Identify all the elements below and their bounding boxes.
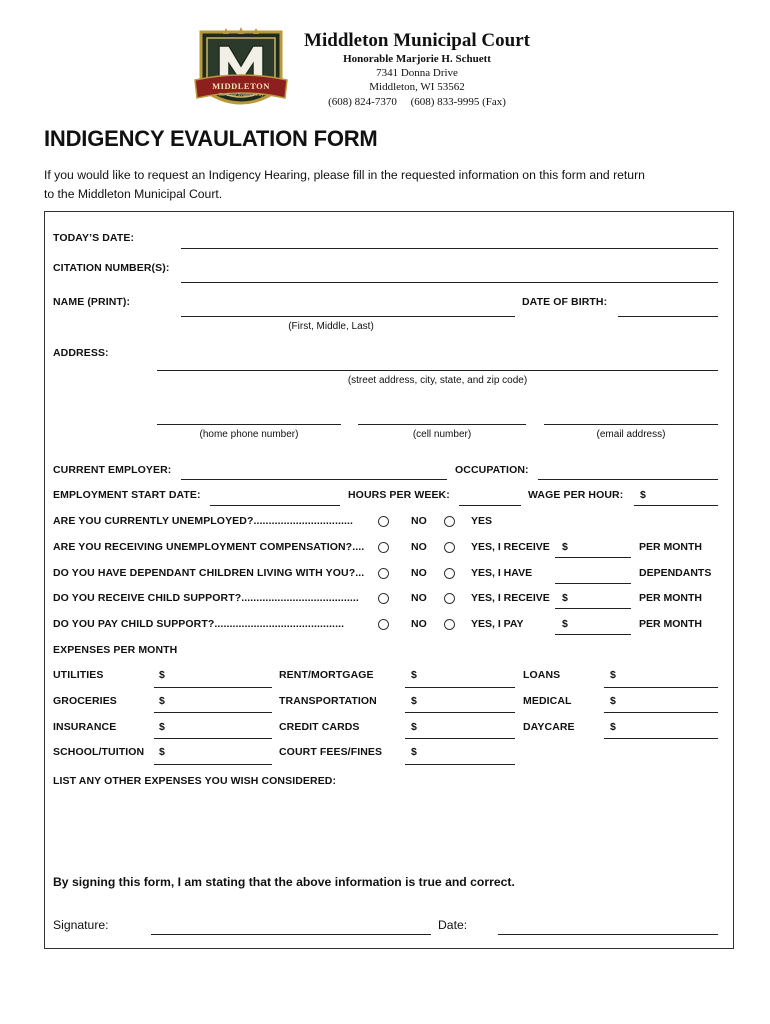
cell-caption: (cell number) [412, 429, 472, 440]
school-tuition-field[interactable] [154, 764, 272, 765]
intro-line-2: to the Middleton Municipal Court. [44, 187, 223, 201]
email-field[interactable] [544, 424, 718, 425]
dollar-sign: $ [610, 695, 616, 707]
home-phone-caption: (home phone number) [199, 429, 299, 440]
email-caption: (email address) [596, 429, 666, 440]
court-name: Middleton Municipal Court [304, 30, 530, 51]
utilities-label: UTILITIES [53, 669, 104, 681]
option-yes: YES [471, 515, 493, 527]
date-of-birth-field[interactable] [618, 316, 718, 317]
dollar-sign: $ [562, 541, 568, 553]
medical-label: MEDICAL [523, 695, 572, 707]
hours-per-week-label: HOURS PER WEEK: [348, 489, 450, 501]
wage-per-hour-field[interactable] [634, 505, 718, 506]
citation-numbers-field[interactable] [181, 282, 718, 283]
radio-no-pay-child-support[interactable] [378, 619, 389, 630]
dollar-sign: $ [411, 695, 417, 707]
logo-subtext: The Good Neighbor City [218, 92, 264, 97]
child-support-paid-field[interactable] [555, 634, 631, 635]
hours-per-week-field[interactable] [459, 505, 521, 506]
name-caption: (First, Middle, Last) [288, 321, 374, 332]
employment-start-label: EMPLOYMENT START DATE: [53, 489, 201, 501]
occupation-label: OCCUPATION: [455, 464, 529, 476]
dollar-sign: $ [562, 592, 568, 604]
groceries-label: GROCERIES [53, 695, 117, 707]
other-expenses-label: LIST ANY OTHER EXPENSES YOU WISH CONSIDERED: [53, 775, 337, 787]
todays-date-field[interactable] [181, 248, 718, 249]
middleton-crest-icon [193, 26, 289, 120]
unemployment-amount-field[interactable] [555, 557, 631, 558]
court-phones: (608) 824-7370 (608) 833-9995 (Fax) [328, 96, 506, 108]
radio-yes-dependants[interactable] [444, 568, 455, 579]
signature-statement: By signing this form, I am stating that the above information is true and correct. [53, 875, 515, 889]
option-yes-pay: YES, I PAY [471, 618, 524, 630]
current-employer-label: CURRENT EMPLOYER: [53, 464, 172, 476]
option-yes-receive: YES, I RECEIVE [471, 592, 550, 604]
address-label: ADDRESS: [53, 347, 109, 359]
question-unemployed: ARE YOU CURRENTLY UNEMPLOYED?................................. [53, 515, 354, 527]
transportation-label: TRANSPORTATION [279, 695, 377, 707]
wage-dollar-sign: $ [640, 489, 646, 501]
option-no: NO [411, 592, 427, 604]
question-unemployment-comp: ARE YOU RECEIVING UNEMPLOYMENT COMPENSATION?.... [53, 541, 365, 553]
current-employer-field[interactable] [181, 479, 447, 480]
dollar-sign: $ [411, 721, 417, 733]
court-city: Middleton, WI 53562 [369, 81, 465, 93]
insurance-field[interactable] [154, 738, 272, 739]
groceries-field[interactable] [154, 712, 272, 713]
school-tuition-label: SCHOOL/TUITION [53, 746, 145, 758]
transportation-field[interactable] [405, 712, 515, 713]
radio-no-unemployment-comp[interactable] [378, 542, 389, 553]
cell-phone-field[interactable] [358, 424, 526, 425]
date-of-birth-label: DATE OF BIRTH: [522, 296, 608, 308]
dollar-sign: $ [610, 721, 616, 733]
signature-label: Signature: [53, 918, 109, 932]
credit-cards-field[interactable] [405, 738, 515, 739]
radio-yes-pay-child-support[interactable] [444, 619, 455, 630]
address-field[interactable] [157, 370, 718, 371]
child-support-received-field[interactable] [555, 608, 631, 609]
dollar-sign: $ [159, 721, 165, 733]
dollar-sign: $ [610, 669, 616, 681]
loans-label: LOANS [523, 669, 561, 681]
question-pay-child-support: DO YOU PAY CHILD SUPPORT?........................................... [53, 618, 345, 630]
option-no: NO [411, 541, 427, 553]
court-logo [193, 26, 289, 120]
other-expenses-area[interactable] [53, 792, 718, 862]
home-phone-field[interactable] [157, 424, 341, 425]
utilities-field[interactable] [154, 687, 272, 688]
radio-no-receive-child-support[interactable] [378, 593, 389, 604]
name-print-label: NAME (PRINT): [53, 296, 131, 308]
daycare-label: DAYCARE [523, 721, 575, 733]
name-field[interactable] [181, 316, 515, 317]
radio-yes-unemployment-comp[interactable] [444, 542, 455, 553]
rent-mortgage-label: RENT/MORTGAGE [279, 669, 374, 681]
signature-date-label: Date: [438, 918, 468, 932]
credit-cards-label: CREDIT CARDS [279, 721, 360, 733]
dollar-sign: $ [411, 669, 417, 681]
intro-line-1: If you would like to request an Indigency Hearing, please fill in the requested information on this form and return [44, 168, 645, 182]
radio-yes-receive-child-support[interactable] [444, 593, 455, 604]
rent-mortgage-field[interactable] [405, 687, 515, 688]
question-receive-child-support: DO YOU RECEIVE CHILD SUPPORT?....................................... [53, 592, 359, 604]
signature-field[interactable] [151, 934, 431, 935]
dollar-sign: $ [411, 746, 417, 758]
occupation-field[interactable] [538, 479, 718, 480]
todays-date-label: TODAY’S DATE: [53, 232, 135, 244]
court-fees-field[interactable] [405, 764, 515, 765]
dependants-label: DEPENDANTS [639, 567, 712, 579]
radio-no-unemployed[interactable] [378, 516, 389, 527]
per-month-label: PER MONTH [639, 618, 702, 630]
wage-per-hour-label: WAGE PER HOUR: [528, 489, 624, 501]
expenses-heading: EXPENSES PER MONTH [53, 644, 178, 656]
daycare-field[interactable] [604, 738, 718, 739]
radio-no-dependants[interactable] [378, 568, 389, 579]
question-dependants: DO YOU HAVE DEPENDANT CHILDREN LIVING WITH YOU?... [53, 567, 365, 579]
medical-field[interactable] [604, 712, 718, 713]
dependants-count-field[interactable] [555, 583, 631, 584]
option-yes-receive: YES, I RECEIVE [471, 541, 550, 553]
dollar-sign: $ [159, 746, 165, 758]
insurance-label: INSURANCE [53, 721, 117, 733]
dollar-sign: $ [159, 695, 165, 707]
judge-name: Honorable Marjorie H. Schuett [343, 53, 491, 65]
option-no: NO [411, 618, 427, 630]
option-no: NO [411, 515, 427, 527]
loans-field[interactable] [604, 687, 718, 688]
court-street: 7341 Donna Drive [376, 67, 458, 79]
radio-yes-unemployed[interactable] [444, 516, 455, 527]
option-no: NO [411, 567, 427, 579]
logo-text: MIDDLETON [212, 81, 270, 91]
per-month-label: PER MONTH [639, 592, 702, 604]
per-month-label: PER MONTH [639, 541, 702, 553]
option-yes-have: YES, I HAVE [471, 567, 533, 579]
citation-numbers-label: CITATION NUMBER(S): [53, 262, 170, 274]
dollar-sign: $ [159, 669, 165, 681]
dollar-sign: $ [562, 618, 568, 630]
form-title: INDIGENCY EVAULATION FORM [44, 126, 378, 151]
address-caption: (street address, city, state, and zip code) [347, 375, 528, 386]
court-fees-label: COURT FEES/FINES [279, 746, 383, 758]
signature-date-field[interactable] [498, 934, 718, 935]
employment-start-field[interactable] [210, 505, 340, 506]
